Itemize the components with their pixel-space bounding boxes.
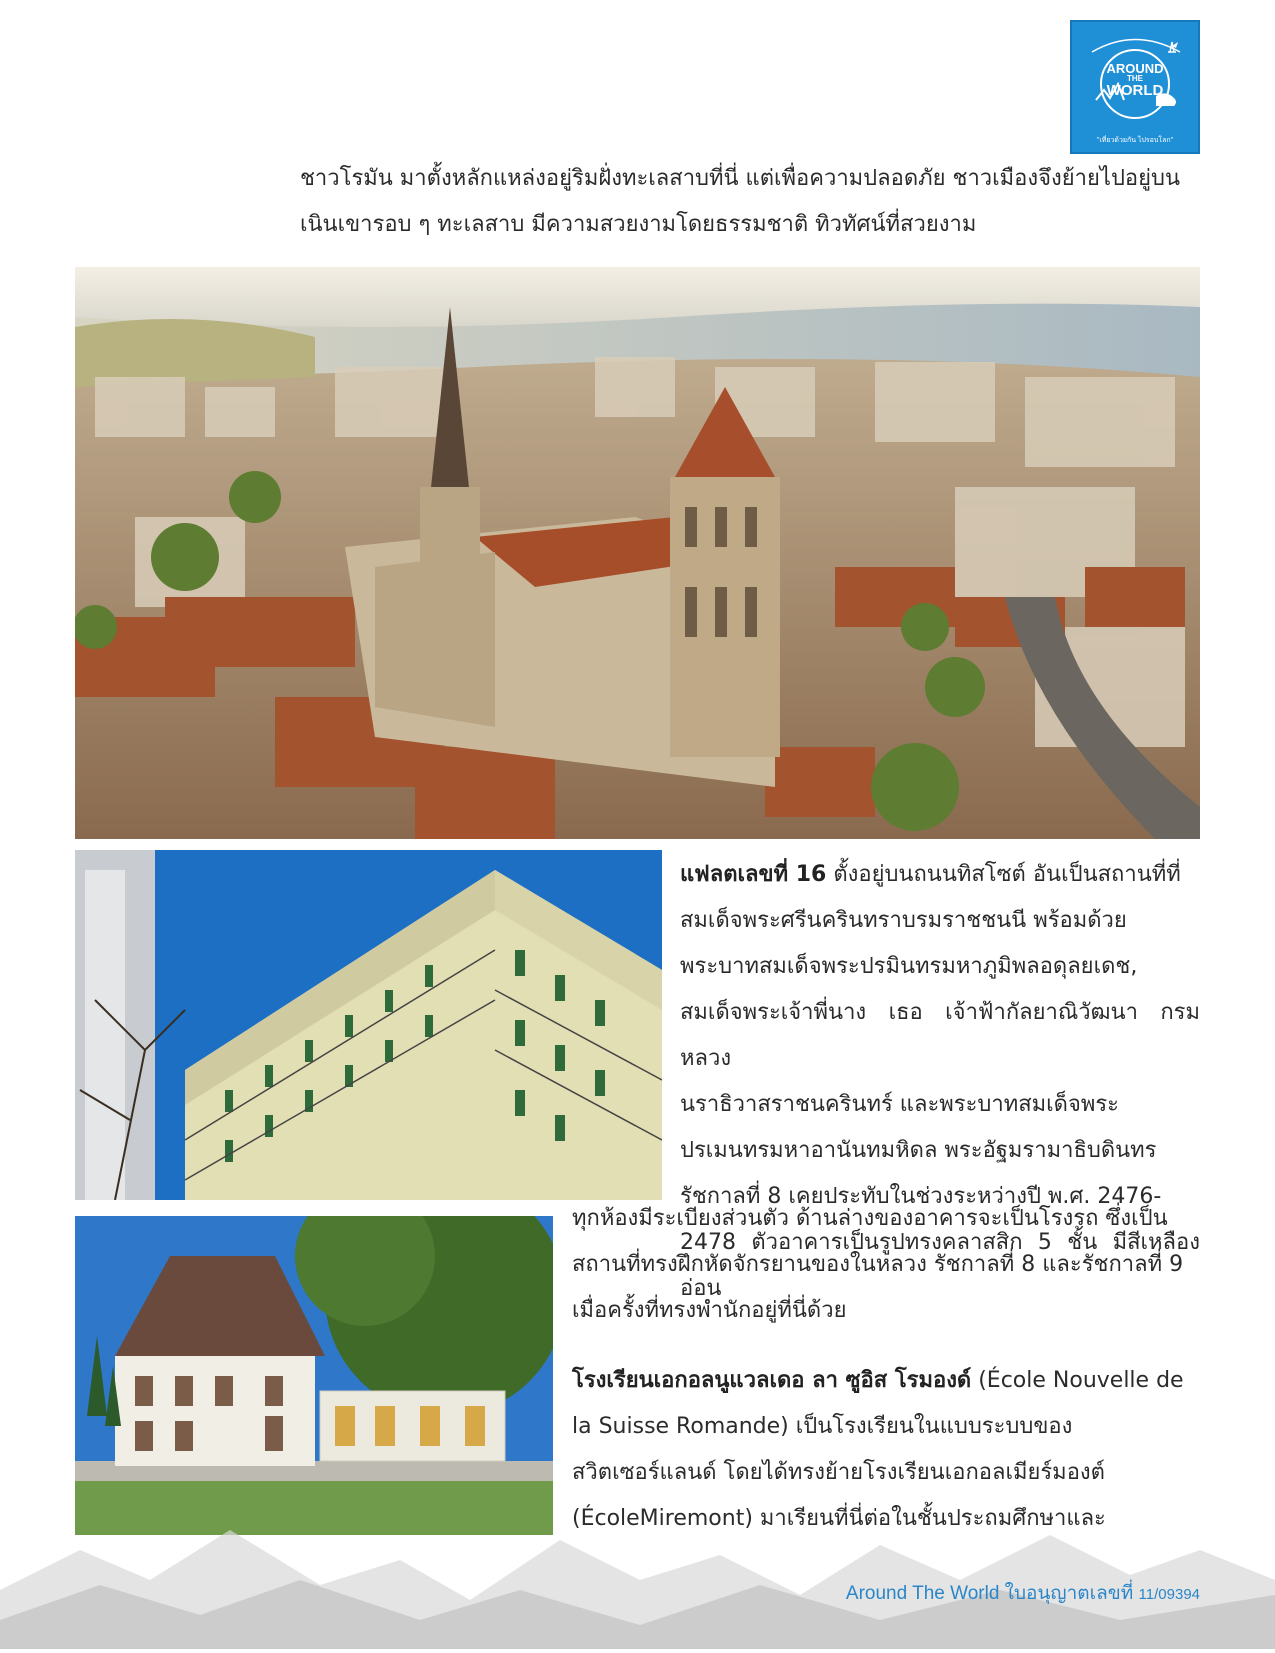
flat-line-2: สมเด็จพระศรีนครินทราบรมราชชนนี พร้อมด้วย	[680, 908, 1127, 933]
ecole-nouvelle-school-photo	[75, 1216, 553, 1535]
flat-cont-line-1: ทุกห้องมีระเบียงส่วนตัว ด้านล่างของอาคารจะเป็นโรงรถ ซึ่งเป็น	[572, 1206, 1168, 1231]
school-heading-french: (École Nouvelle de	[971, 1368, 1184, 1393]
footer-brand: Around The World	[845, 1583, 1000, 1604]
flat-heading: แฟลตเลขที่ 16	[680, 862, 827, 887]
school-heading: โรงเรียนเอกอลนูแวลเดอ ลา ซูอิส โรมองด์	[572, 1368, 972, 1393]
flat-line-1	[680, 852, 1200, 898]
flat-line-8: 2478 ตัวอาคารเป็นรูปทรงคลาสสิก 5 ชั้น มีสีเหลืองอ่อน	[680, 1230, 1200, 1301]
flat-line-3: พระบาทสมเด็จพระปรมินทรมหาภูมิพลอดุลยเดช,	[680, 954, 1138, 979]
logo-wordmark	[1072, 62, 1198, 98]
logo-tagline: "เที่ยวด้วยกัน ไปรอบโลก"	[1096, 137, 1174, 144]
flat-cont-line-2: สถานที่ทรงฝึกหัดจักรยานของในหลวง รัชกาลที่ 8 และรัชกาลที่ 9	[572, 1252, 1184, 1277]
footer-license-number: 11/09394	[1138, 1586, 1200, 1603]
school-line-2: la Suisse Romande) เป็นโรงเรียนในแบบระบบของ	[572, 1414, 1073, 1439]
school-line-3: สวิตเซอร์แลนด์ โดยได้ทรงย้ายโรงเรียนเอกอลเมียร์มองต์	[572, 1460, 1105, 1485]
logo-line-3: WORLD	[1106, 82, 1164, 99]
school-line-1	[572, 1358, 1200, 1404]
lausanne-cathedral-photo	[75, 267, 1200, 839]
flat-line-5: นราธิวาสราชนครินทร์ และพระบาทสมเด็จพระ	[680, 1092, 1119, 1117]
intro-line-2: เนินเขารอบ ๆ ทะเลสาบ มีความสวยงามโดยธรรมชาติ ทิวทัศน์ที่สวยงาม	[300, 212, 977, 237]
flat-16-building-photo	[75, 850, 662, 1200]
intro-paragraph	[300, 156, 1200, 248]
intro-line-1: ชาวโรมัน มาตั้งหลักแหล่งอยู่ริมฝั่งทะเลสาบที่นี่ แต่เพื่อความปลอดภัย ชาวเมืองจึงย้ายไปอยู่บน	[300, 166, 1181, 191]
logo-line-1: AROUND	[1106, 61, 1164, 76]
footer-license	[846, 1578, 1200, 1608]
flat-cont-line-3: เมื่อครั้งที่ทรงพำนักอยู่ที่นี่ด้วย	[572, 1298, 847, 1323]
flat-16-paragraph-continued	[572, 1196, 1200, 1334]
footer-license-label: ใบอนุญาตเลขที่	[999, 1583, 1139, 1604]
flat-line-7: รัชกาลที่ 8 เคยประทับในช่วงระหว่างปี พ.ศ. 2476-	[680, 1184, 1162, 1209]
flat-line-1-text: ตั้งอยู่บนถนนทิสโซต์ อันเป็นสถานที่ที่	[826, 862, 1181, 887]
flat-line-6: ปรเมนทรมหาอานันทมหิดล พระอัฐมรามาธิบดินทร	[680, 1138, 1157, 1163]
flat-line-4: สมเด็จพระเจ้าพี่นาง เธอ เจ้าฟ้ากัลยาณิวัฒนา กรมหลวง	[680, 1000, 1200, 1071]
school-line-4: (ÉcoleMiremont) มาเรียนที่นี่ต่อในชั้นประถมศึกษาและ	[572, 1506, 1106, 1531]
company-logo	[1070, 20, 1200, 154]
logo-line-2: THE	[1127, 74, 1143, 83]
